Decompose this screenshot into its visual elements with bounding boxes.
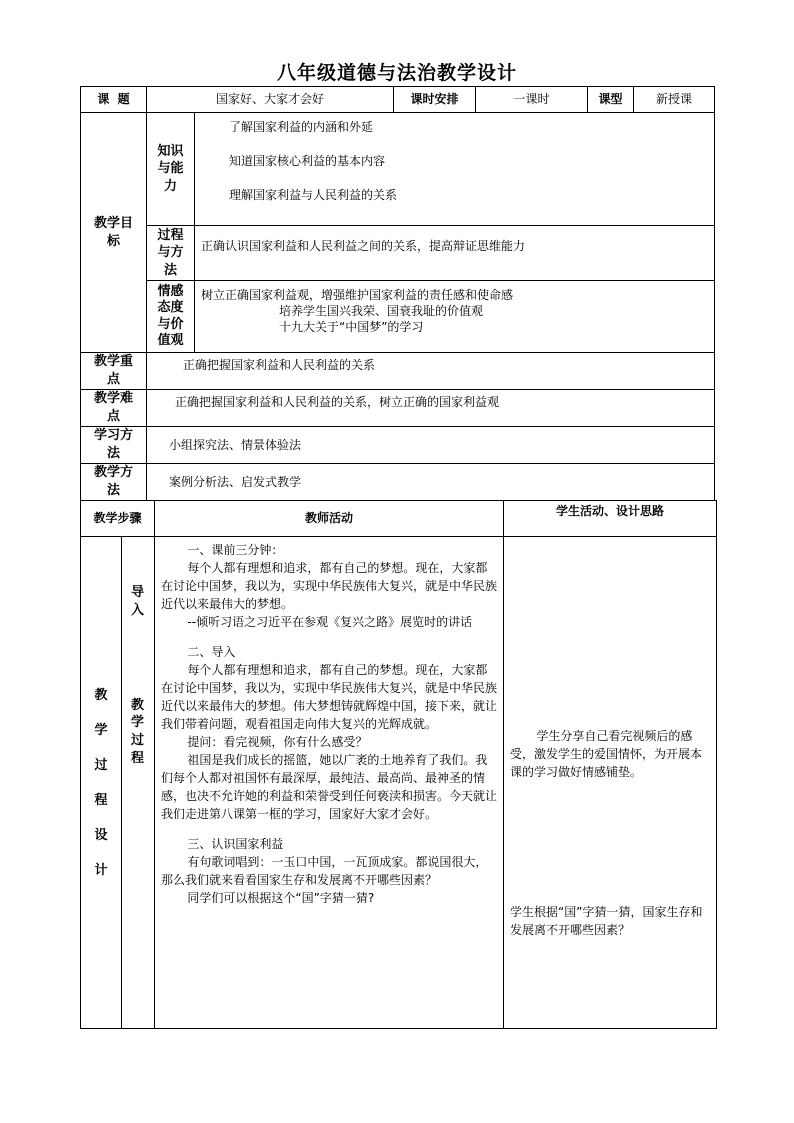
difficulties-value: 正确把握国家利益和人民利益的关系，树立正确的国家利益观 — [147, 390, 715, 427]
teacher-header: 教师活动 — [155, 501, 504, 537]
topic-label: 课 题 — [81, 87, 147, 113]
teach-method-value: 案例分析法、启发式教学 — [147, 464, 715, 501]
emotion-goals — [195, 281, 715, 353]
paragraph: 有句歌词唱到：一玉口中国，一瓦顶成家。都说国很大，那么我们就来看看国家生存和发展离不开哪些因素？ — [161, 855, 488, 887]
paragraph: 每个人都有理想和追求，都有自己的梦想。现在，大家都在讨论中国梦，我以为，实现中华民族伟大复兴，就是中华民族近代以来最伟大的梦想。 — [161, 561, 498, 611]
teach-method-label: 教学方法 — [81, 464, 147, 501]
emotion-item: 十九大关于“中国梦”的学习 — [279, 320, 424, 335]
key-points-label: 教学重点 — [81, 353, 147, 390]
section-title: 二、导入 — [187, 645, 236, 659]
key-points-value: 正确把握国家利益和人民利益的关系 — [147, 353, 715, 390]
knowledge-items — [195, 113, 715, 226]
student-note: 学生根据“国”字猜一猜，国家生存和发展离不开哪些因素？ — [510, 905, 703, 937]
type-value: 新授课 — [634, 87, 715, 113]
student-note: 学生分享自己看完视频后的感受，激发学生的爱国情怀，为开展本课的学习做好情感铺垫。 — [510, 729, 703, 779]
intro-step-label: 导入 — [131, 585, 145, 618]
section-title: 一、课前三分钟： — [187, 543, 284, 557]
topic-value: 国家好、大家才会好 — [147, 87, 394, 113]
emotion-label: 情感态度与价值观 — [147, 281, 195, 353]
process-step-label: 教学过程 — [131, 697, 145, 766]
process-goal: 正确认识国家利益和人民利益之间的关系，提高辩证思维能力 — [195, 226, 715, 281]
schedule-label: 课时安排 — [394, 87, 476, 113]
paragraph: 每个人都有理想和追求，都有自己的梦想。现在，大家都在讨论中国梦，我以为，实现中华民族伟大复兴，就是中华民族近代以来最伟大的梦想。伟大梦想铸就辉煌中国，接下来，就让我们带着问题，观看祖国走向伟大复兴的光辉成就。 — [161, 663, 498, 731]
teacher-activity — [155, 537, 504, 1029]
lesson-info-table — [80, 86, 715, 501]
study-method-label: 学习方法 — [81, 427, 147, 464]
step-header: 教学步骤 — [81, 501, 155, 537]
emotion-item: 树立正确国家利益观，增强维护国家利益的责任感和使命感 — [201, 288, 514, 302]
schedule-value: 一课时 — [476, 87, 588, 113]
goals-label: 教学目标 — [81, 113, 147, 353]
knowledge-label: 知识与能力 — [147, 113, 195, 226]
study-method-value: 小组探究法、情景体验法 — [147, 427, 715, 464]
sub-steps — [122, 537, 155, 1029]
document-title: 八年级道德与法治教学设计 — [276, 62, 517, 84]
type-label: 课型 — [588, 87, 634, 113]
knowledge-item: 知道国家核心利益的基本内容 — [229, 154, 386, 169]
knowledge-item: 了解国家利益的内涵和外延 — [229, 120, 374, 134]
emotion-item: 培养学生国兴我荣、国衰我耻的价值观 — [279, 304, 484, 319]
process-table — [80, 500, 717, 1029]
paragraph: 同学们可以根据这个“国”字猜一猜? — [187, 891, 375, 905]
paragraph: --倾听习语之习近平在参观《复兴之路》展览时的讲话 — [187, 615, 473, 629]
paragraph: 提问：看完视频，你有什么感受？ — [187, 735, 368, 749]
paragraph: 祖国是我们成长的摇篮，她以广袤的土地养育了我们。我们每个人都对祖国怀有最深厚，最纯洁、最高尚、最神圣的情感，也决不允许她的利益和荣誉受到任何亵渎和损害。今天就让我们走进第八课第一框的学习，国家好大家才会好。 — [161, 753, 498, 821]
outer-step-label: 教学过程设计 — [81, 537, 122, 1029]
student-header: 学生活动、设计思路 — [504, 501, 717, 537]
knowledge-item: 理解国家利益与人民利益的关系 — [229, 188, 398, 203]
process-label: 过程与方法 — [147, 226, 195, 281]
student-activity — [504, 537, 717, 1029]
difficulties-label: 教学难点 — [81, 390, 147, 427]
section-title: 三、认识国家利益 — [187, 837, 284, 851]
